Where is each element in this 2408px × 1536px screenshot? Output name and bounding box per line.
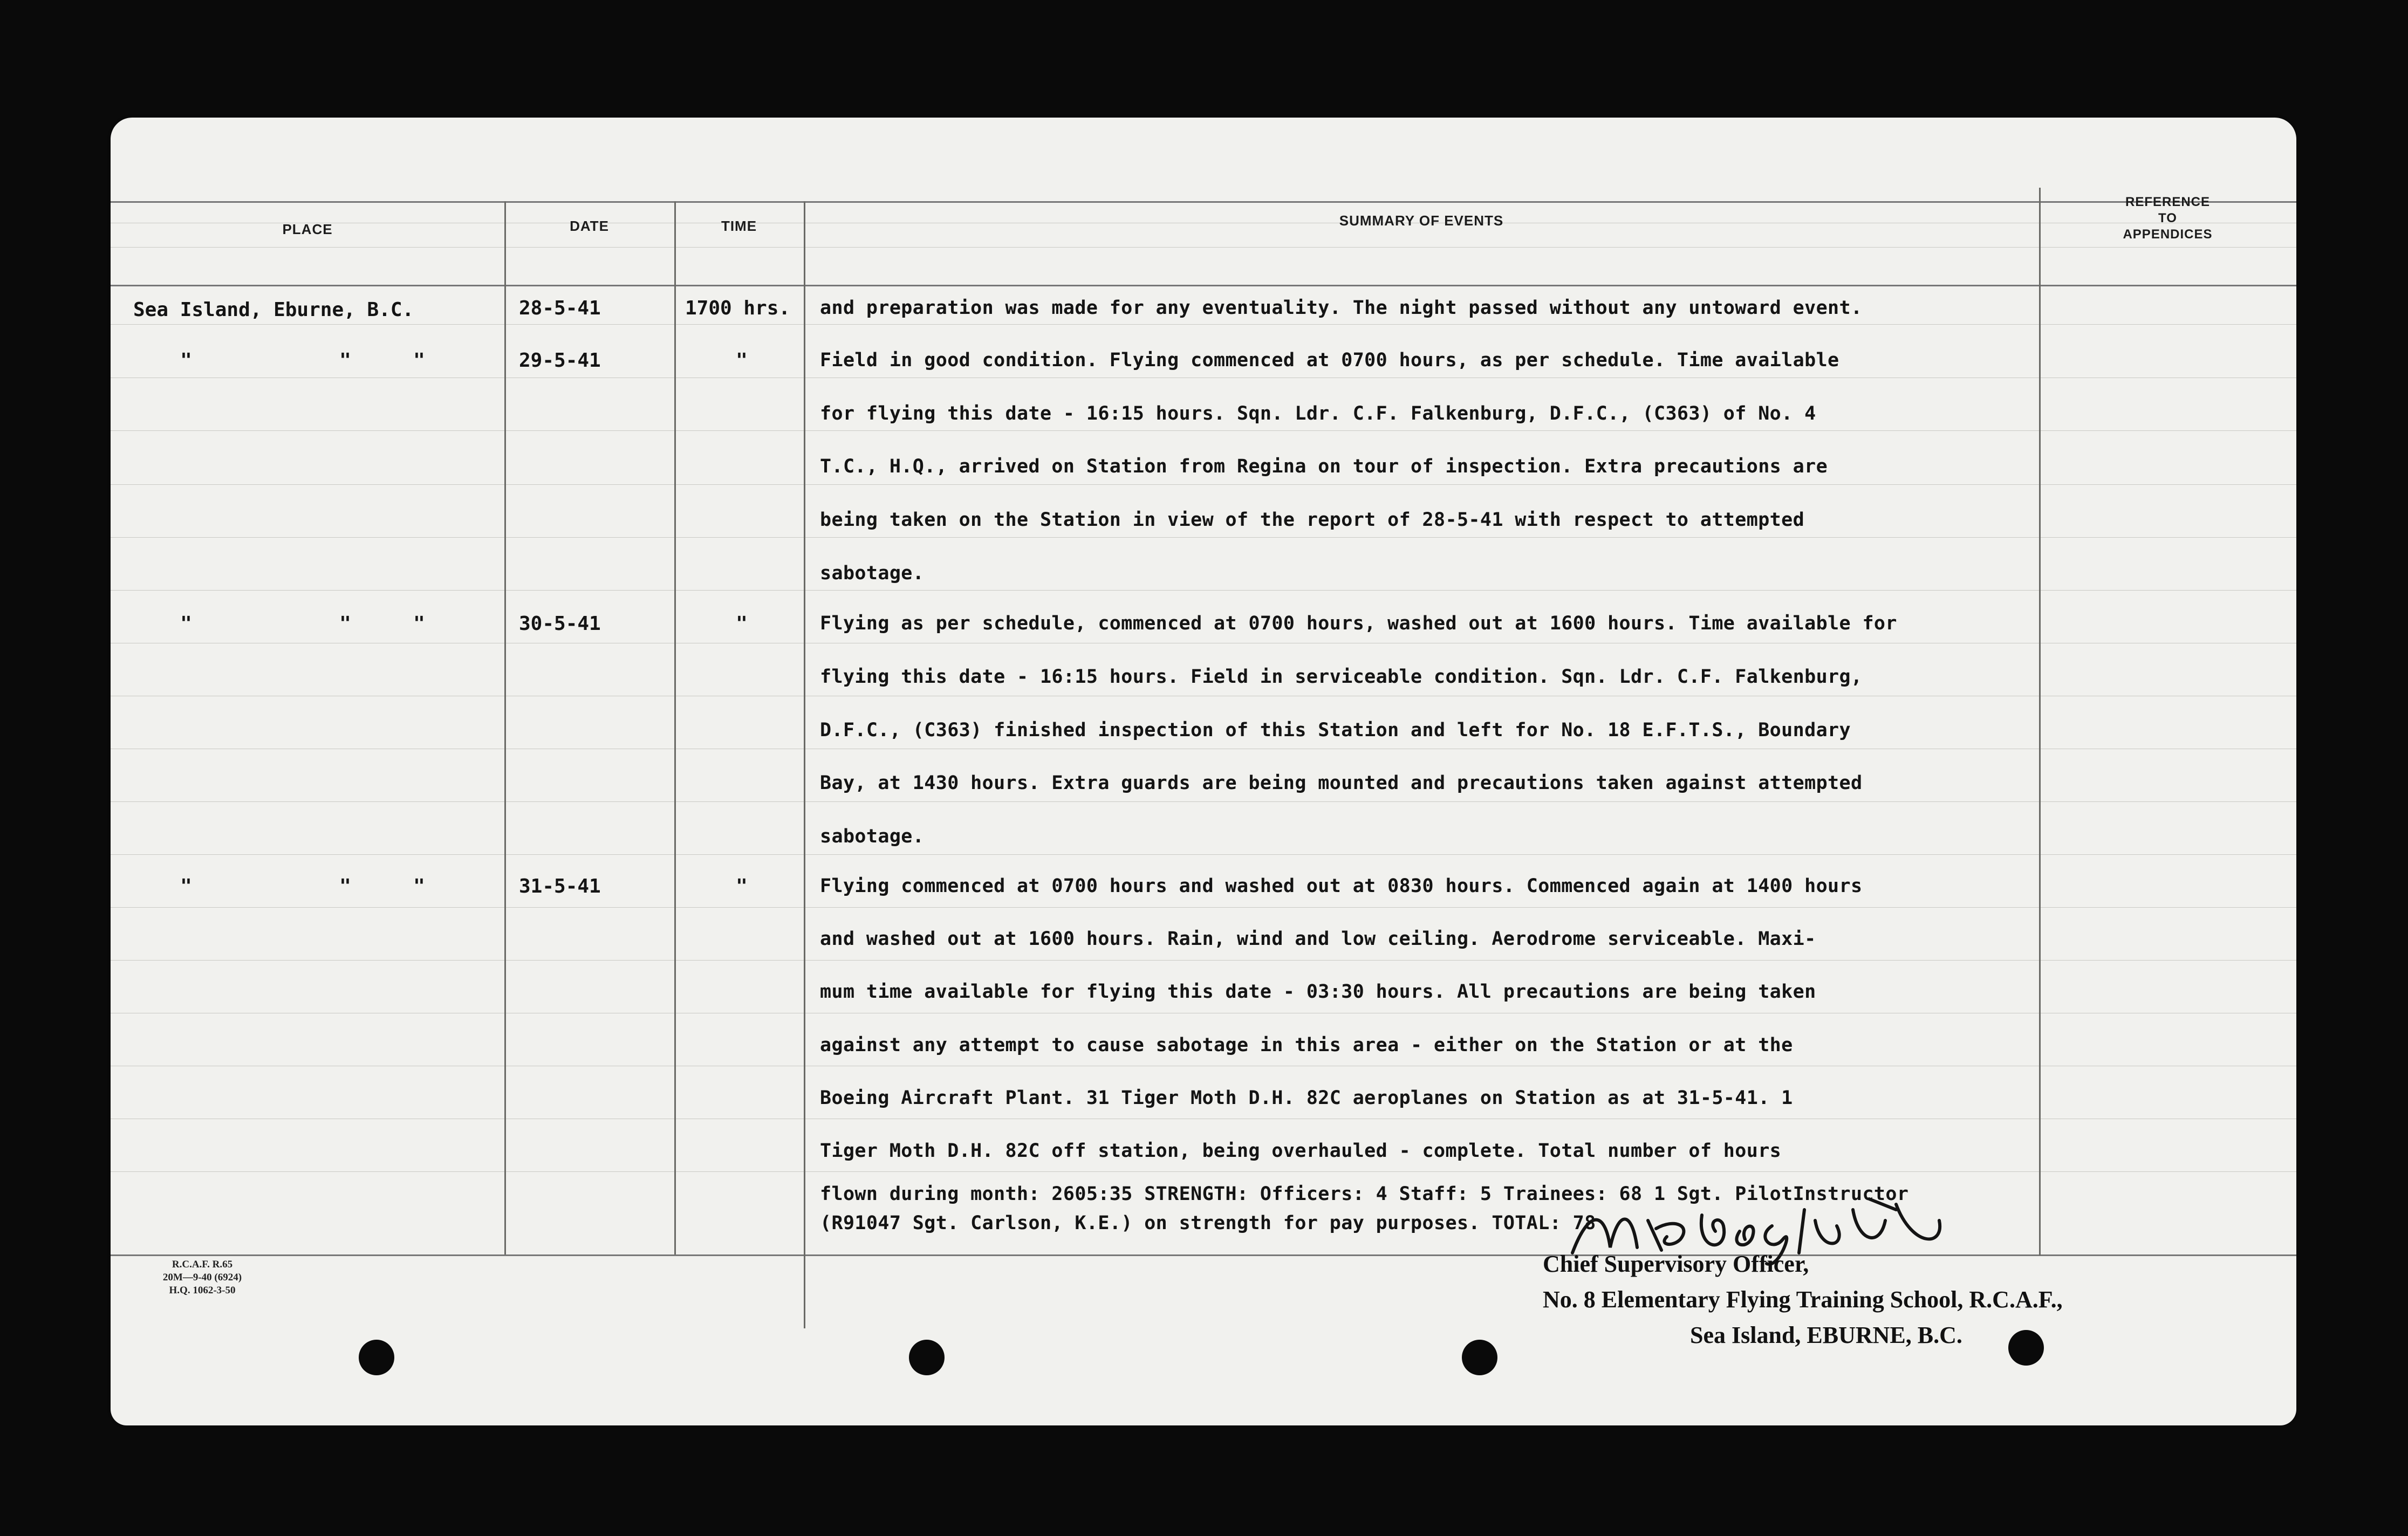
ditto-mark: " [180, 349, 192, 372]
header-time: TIME [721, 218, 757, 234]
header-top-rule [111, 201, 2296, 203]
header-reference-line: APPENDICES [2123, 227, 2213, 242]
date-cell: 30-5-41 [519, 613, 601, 635]
time-ditto: " [736, 875, 748, 897]
signature-unit: No. 8 Elementary Flying Training School, R.C.A.F., [1543, 1286, 2063, 1313]
summary-line: Boeing Aircraft Plant. 31 Tiger Moth D.H. 82C aeroplanes on Station as at 31-5-41. 1 [820, 1087, 1793, 1109]
summary-line: sabotage. [820, 563, 925, 584]
header-reference-line: REFERENCE [2125, 195, 2211, 209]
ditto-mark: " [180, 613, 192, 635]
binder-hole [2008, 1330, 2044, 1366]
header-bottom-rule [111, 285, 2296, 286]
binder-hole [1462, 1340, 1497, 1375]
diary-card [111, 118, 2296, 1425]
rule [111, 1171, 2296, 1172]
column-divider [504, 201, 506, 1254]
ditto-mark: " [413, 613, 425, 635]
rule [111, 854, 2296, 855]
summary-line: mum time available for flying this date - 03:30 hours. All precautions are being taken [820, 981, 1816, 1003]
column-divider [674, 201, 676, 1254]
rule [111, 537, 2296, 538]
summary-line: flown during month: 2605:35 STRENGTH: Officers: 4 Staff: 5 Trainees: 68 1 Sgt. PilotInstructor [820, 1183, 1909, 1205]
signature-location: Sea Island, EBURNE, B.C. [1690, 1322, 1962, 1348]
header-place: PLACE [282, 221, 333, 237]
date-cell: 31-5-41 [519, 875, 601, 897]
ditto-mark: " [413, 349, 425, 372]
summary-line: Flying as per schedule, commenced at 0700 hours, washed out at 1600 hours. Time available for [820, 613, 1897, 634]
summary-line: Bay, at 1430 hours. Extra guards are being mounted and precautions taken against attempted [820, 772, 1863, 794]
time-ditto: " [736, 349, 748, 372]
rule [111, 247, 2296, 248]
summary-line: flying this date - 16:15 hours. Field in serviceable condition. Sqn. Ldr. C.F. Falkenburg, [820, 666, 1863, 688]
header-summary: SUMMARY OF EVENTS [1339, 212, 1504, 229]
summary-line: Flying commenced at 0700 hours and washed out at 0830 hours. Commenced again at 1400 hours [820, 875, 1863, 897]
summary-line: against any attempt to cause sabotage in this area - either on the Station or at the [820, 1034, 1793, 1056]
column-divider [804, 201, 805, 1328]
rule [111, 430, 2296, 431]
header-reference [2039, 194, 2296, 243]
header-date: DATE [570, 218, 609, 234]
date-cell: 28-5-41 [519, 297, 601, 319]
summary-line: Tiger Moth D.H. 82C off station, being overhauled - complete. Total number of hours [820, 1140, 1782, 1162]
form-identifier [156, 1258, 248, 1297]
form-id-line: 20M—9-40 (6924) [162, 1272, 242, 1283]
summary-line: Field in good condition. Flying commenced at 0700 hours, as per schedule. Time available [820, 349, 1839, 371]
time-cell: 1700 hrs. [685, 297, 791, 319]
ditto-mark: " [339, 875, 351, 897]
form-id-line: H.Q. 1062-3-50 [169, 1285, 236, 1296]
summary-line: and preparation was made for any eventuality. The night passed without any untoward event. [820, 297, 1863, 319]
rule [111, 324, 2296, 325]
ditto-mark: " [339, 349, 351, 372]
date-cell: 29-5-41 [519, 349, 601, 372]
summary-line: for flying this date - 16:15 hours. Sqn. Ldr. C.F. Falkenburg, D.F.C., (C363) of No. 4 [820, 403, 1816, 424]
form-id-line: R.C.A.F. R.65 [172, 1259, 233, 1270]
rule [111, 590, 2296, 591]
summary-line: being taken on the Station in view of the report of 28-5-41 with respect to attempted [820, 509, 1805, 531]
header-reference-line: TO [2158, 211, 2177, 225]
rule [111, 907, 2296, 908]
signature-title: Chief Supervisory Officer, [1543, 1251, 1809, 1277]
column-divider [2039, 188, 2041, 1256]
binder-hole [359, 1340, 394, 1375]
ditto-mark: " [413, 875, 425, 897]
place-cell: Sea Island, Eburne, B.C. [133, 299, 414, 321]
ditto-mark: " [339, 613, 351, 635]
rule [111, 960, 2296, 961]
time-ditto: " [736, 613, 748, 635]
summary-line: D.F.C., (C363) finished inspection of this Station and left for No. 18 E.F.T.S., Boundary [820, 719, 1851, 741]
ditto-mark: " [180, 875, 192, 897]
summary-line: sabotage. [820, 826, 925, 847]
summary-line: and washed out at 1600 hours. Rain, wind and low ceiling. Aerodrome serviceable. Maxi- [820, 928, 1816, 950]
binder-hole [909, 1340, 945, 1375]
summary-line: (R91047 Sgt. Carlson, K.E.) on strength for pay purposes. TOTAL: 78 [820, 1212, 1596, 1234]
rule [111, 484, 2296, 485]
summary-line: T.C., H.Q., arrived on Station from Regina on tour of inspection. Extra precautions are [820, 456, 1828, 477]
rule [111, 801, 2296, 802]
